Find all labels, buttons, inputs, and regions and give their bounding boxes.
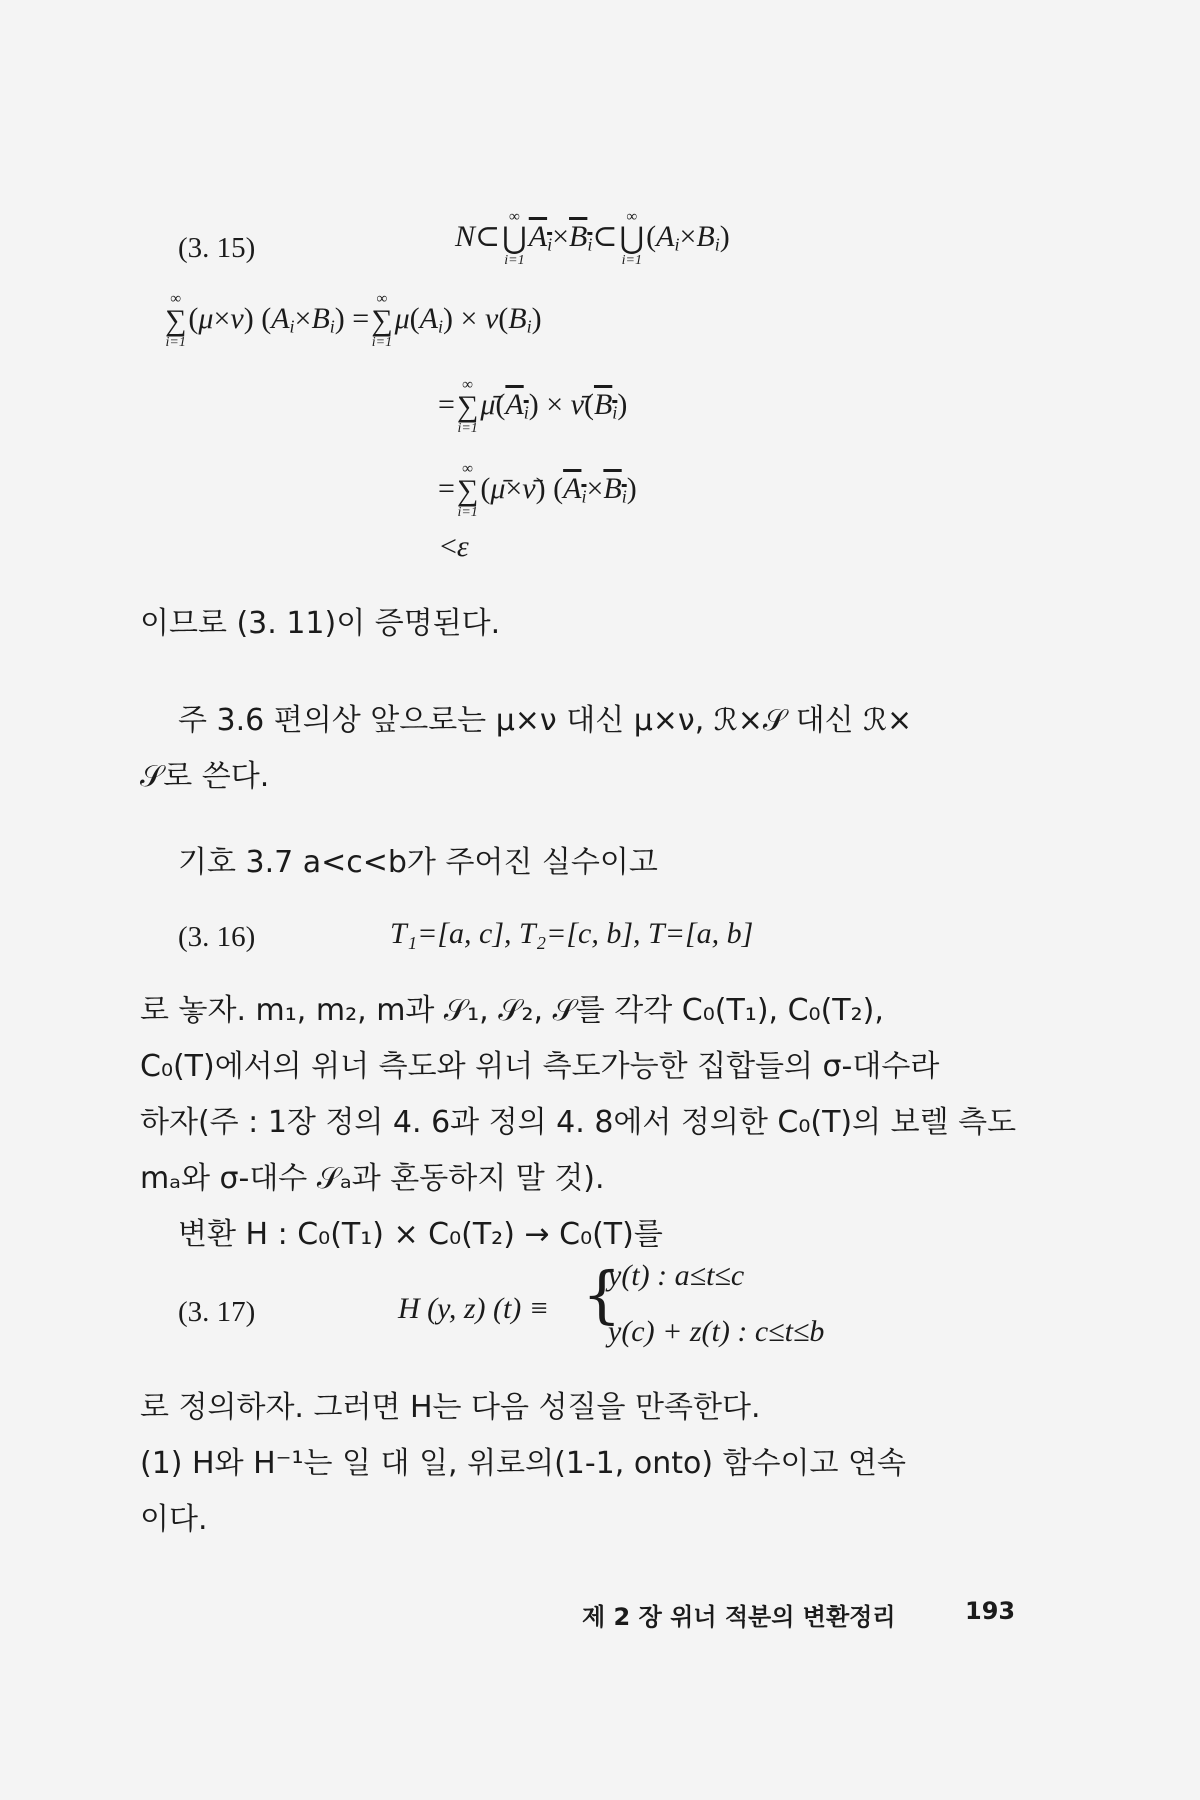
equation-3-17-case-1: y(t) : a≤t≤c bbox=[608, 1259, 745, 1292]
paragraph-line-5: 변환 H : C₀(T₁) × C₀(T₂) → C₀(T)를 bbox=[178, 1217, 663, 1252]
equation-3-15: N⊂ ∞ ⋃ i=1 $A_i\times B_i\subset$ ∞ ⋃ i=1 $(A_i\times B_i)$ bbox=[455, 209, 730, 268]
equation-number-3-15: (3. 15) bbox=[178, 232, 256, 264]
page-number: 193 bbox=[965, 1597, 1016, 1625]
equation-number-3-16: (3. 16) bbox=[178, 921, 256, 953]
closing-line-2: (1) H와 H⁻¹는 일 대 일, 위로의(1-1, onto) 함수이고 연속 bbox=[140, 1446, 906, 1481]
paragraph-line-1: 로 놓자. m₁, m₂, m과 𝒮₁, 𝒮₂, 𝒮를 각각 C₀(T₁), C₀(T₂), bbox=[140, 993, 884, 1028]
derivation-line-3: = ∞ ∑ i=1 (μ̄×ν̄) $(A_i\times B_i)$ bbox=[438, 461, 637, 520]
derivation-line-2: = ∞ ∑ i=1 $\mū(A_i)$ × $\nū(B_i)$ bbox=[438, 377, 628, 436]
equation-3-16: T₁=[a, c], T₂=[c, b], T=[a, b] bbox=[390, 917, 754, 950]
paragraph-line-3: 하자(주 : 1장 정의 4. 6과 정의 4. 8에서 정의한 C₀(T)의 보렐 측도 bbox=[140, 1105, 1017, 1140]
text-proved: 이므로 (3. 11)이 증명된다. bbox=[140, 606, 501, 641]
paragraph-line-2: C₀(T)에서의 위너 측도와 위너 측도가능한 집합들의 σ-대수라 bbox=[140, 1049, 940, 1084]
equation-3-17-case-2: y(c) + z(t) : c≤t≤b bbox=[608, 1315, 825, 1348]
footer-chapter-title: 제 2 장 위너 적분의 변환정리 bbox=[582, 1603, 896, 1631]
notation-3-7-intro: 기호 3.7 a<c<b가 주어진 실수이고 bbox=[178, 845, 658, 880]
paragraph-line-4: mₐ와 σ-대수 𝒮ₐ과 혼동하지 말 것). bbox=[140, 1161, 605, 1196]
closing-line-1: 로 정의하자. 그러면 H는 다음 성질을 만족한다. bbox=[140, 1390, 761, 1425]
derivation-line-4: <ε bbox=[440, 530, 469, 563]
closing-line-3: 이다. bbox=[140, 1502, 208, 1537]
derivation-line-1: ∞ ∑ i=1 (μ×ν) $(A_i\times B_i)$ = ∞ ∑ i=1 $\mu(A_i) \times \nu(B_i)$ bbox=[165, 291, 542, 350]
remark-3-6-line-2: 𝒮로 쓴다. bbox=[140, 759, 270, 794]
equation-3-17-lhs: H (y, z) (t) ≡ bbox=[398, 1292, 550, 1325]
equation-number-3-17: (3. 17) bbox=[178, 1296, 256, 1328]
equation-3-17-brace: { bbox=[582, 1258, 622, 1331]
remark-3-6-line-1: 주 3.6 편의상 앞으로는 μ×ν 대신 μ×ν, ℛ×𝒮 대신 ℛ× bbox=[178, 703, 913, 738]
